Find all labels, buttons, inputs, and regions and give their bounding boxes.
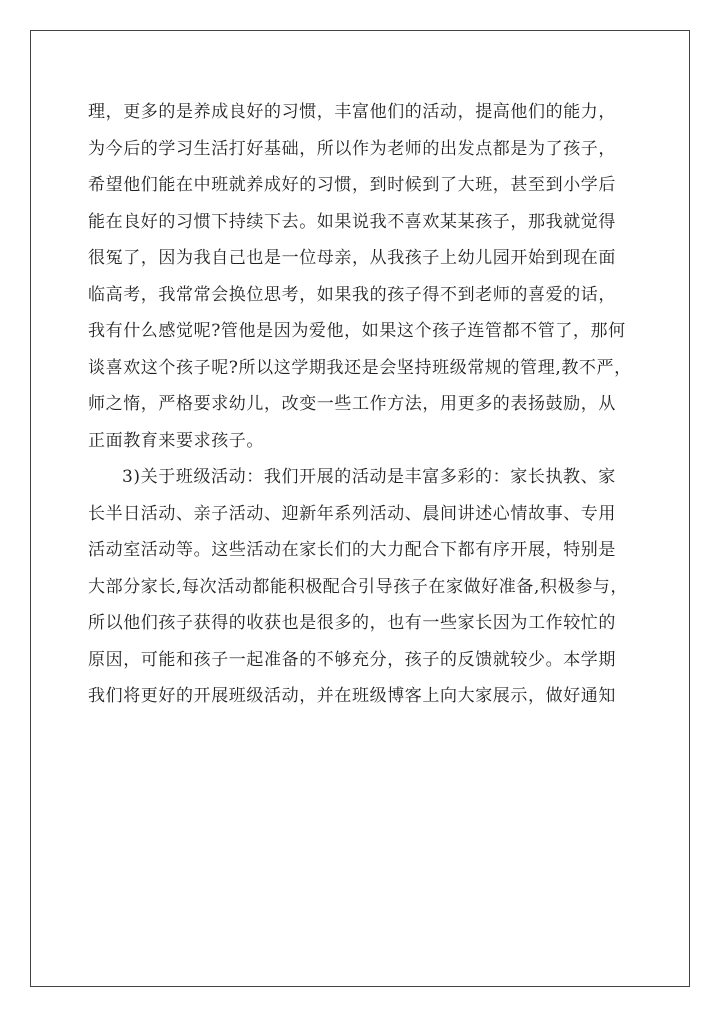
text-line-10: 正面教育来要求孩子。	[88, 430, 264, 451]
text-line-17: 我们将更好的开展班级活动，并在班级博客上向大家展示，做好通知	[88, 686, 616, 706]
text-line-5: 很冤了，因为我自己也是一位母亲，从我孩子上幼儿园开始到现在面	[88, 248, 616, 268]
text-line-11-section-heading: 3)关于班级活动：我们开展的活动是丰富多彩的：家长执教、家	[122, 467, 616, 487]
text-line-3: 希望他们能在中班就养成好的习惯，到时候到了大班，甚至到小学后	[88, 175, 616, 195]
text-line-9: 师之惰，严格要求幼儿，改变一些工作方法，用更多的表扬鼓励，从	[88, 394, 616, 414]
text-line-13: 活动室活动等。这些活动在家长们的大力配合下都有序开展，特别是	[88, 540, 616, 560]
text-line-15: 所以他们孩子获得的收获也是很多的，也有一些家长因为工作较忙的	[88, 613, 616, 633]
text-line-2: 为今后的学习生活打好基础，所以作为老师的出发点都是为了孩子，	[88, 138, 616, 159]
text-line-6: 临高考，我常常会换位思考，如果我的孩子得不到老师的喜爱的话，	[88, 284, 616, 305]
document-body	[88, 94, 638, 715]
text-line-7: 我有什么感觉呢?管他是因为爱他，如果这个孩子连管都不管了，那何	[88, 321, 626, 341]
text-line-14: 大部分家长,每次活动都能积极配合引导孩子在家做好准备,积极参与，	[88, 576, 629, 597]
text-line-16: 原因，可能和孩子一起准备的不够充分，孩子的反馈就较少。本学期	[88, 649, 616, 670]
text-line-8: 谈喜欢这个孩子呢?所以这学期我还是会坚持班级常规的管理,教不严，	[88, 357, 632, 378]
text-line-1: 理，更多的是养成良好的习惯，丰富他们的活动，提高他们的能力，	[88, 102, 616, 122]
text-line-12: 长半日活动、亲子活动、迎新年系列活动、晨间讲述心情故事、专用	[88, 503, 616, 524]
text-line-4: 能在良好的习惯下持续下去。如果说我不喜欢某某孩子，那我就觉得	[88, 211, 616, 232]
